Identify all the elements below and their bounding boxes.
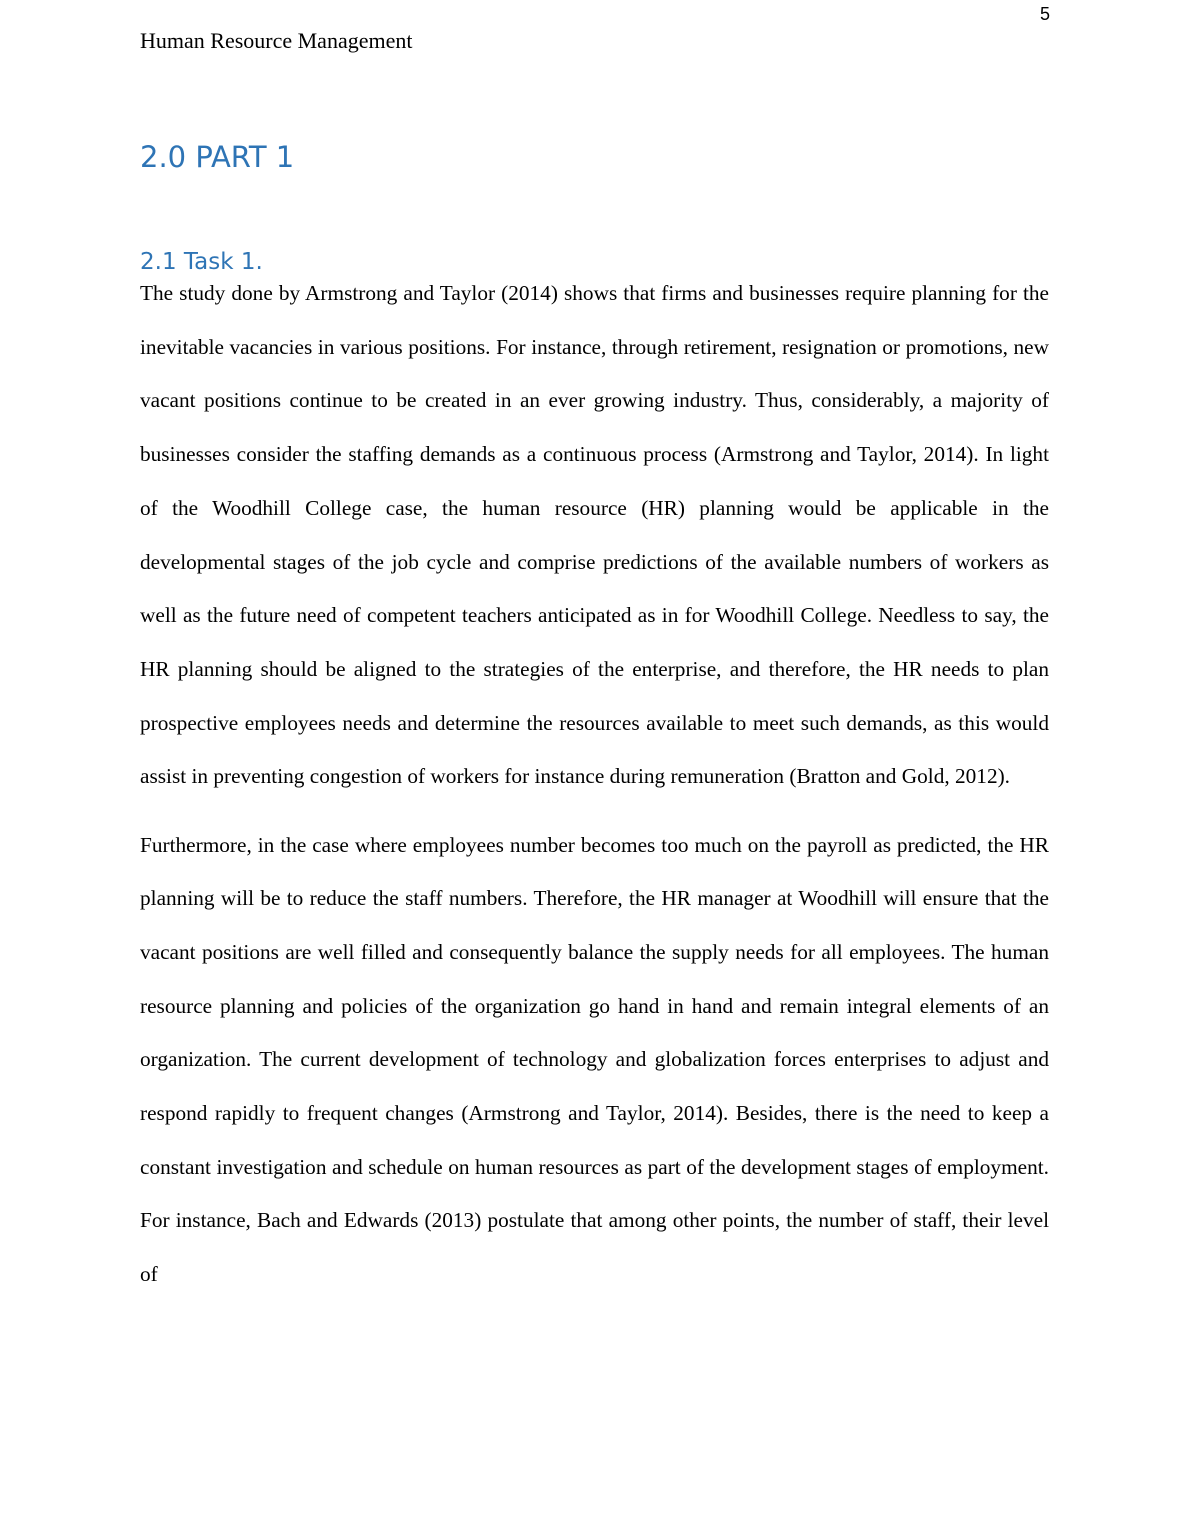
body-paragraph-1: The study done by Armstrong and Taylor (2014) shows that firms and businesses require planning for the inevitable vacancies in various positions. For instance, through retirement, resignation or promotions, new vacant positions continue to be created in an ever growing industry. Thus, considerably, a majority of businesses consider the staffing demands as a continuous process (Armstrong and Taylor, 2014). In light of the Woodhill College case, the human resource (HR) planning would be applicable in the developmental stages of the job cycle and comprise predictions of the available numbers of workers as well as the future need of competent teachers anticipated as in for Woodhill College. Needless to say, the HR planning should be aligned to the strategies of the enterprise, and therefore, the HR needs to plan prospective employees needs and determine the resources available to meet such demands, as this would assist in preventing congestion of workers for instance during remuneration (Bratton and Gold, 2012). bbox=[140, 281, 1049, 789]
running-header-title: Human Resource Management bbox=[140, 28, 413, 53]
page-number: 5 bbox=[1039, 4, 1050, 24]
section-heading-part-1: 2.0 PART 1 bbox=[140, 140, 295, 174]
body-text bbox=[140, 267, 1049, 1302]
subsection-heading-task-1: 2.1 Task 1. bbox=[140, 249, 263, 275]
body-paragraph-2: Furthermore, in the case where employees number becomes too much on the payroll as predicted, the HR planning will be to reduce the staff numbers. Therefore, the HR manager at Woodhill will ensure that the vacant positions are well filled and consequently balance the supply needs for all employees. The human resource planning and policies of the organization go hand in hand and remain integral elements of an organization. The current development of technology and globalization forces enterprises to adjust and respond rapidly to frequent changes (Armstrong and Taylor, 2014). Besides, there is the need to keep a constant investigation and schedule on human resources as part of the development stages of employment. For instance, Bach and Edwards (2013) postulate that among other points, the number of staff, their level of bbox=[140, 832, 1049, 1287]
